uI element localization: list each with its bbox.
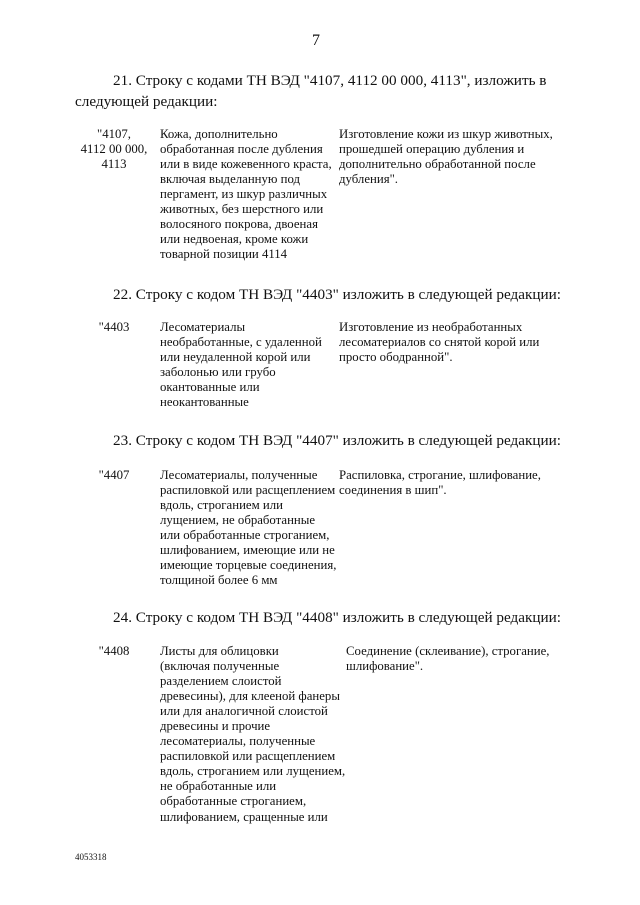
description-line: или недвоеная, кроме кожи: [160, 232, 309, 247]
description-line: распиловкой или расщеплением: [160, 749, 336, 764]
tnved-code-cell: [75, 320, 153, 335]
condition-line: лесоматериалов со снятой корой или: [339, 334, 540, 349]
description-line: распиловкой или расщеплением: [160, 482, 336, 497]
description-line: волосяного покрова, двоеная: [160, 217, 318, 232]
description-line: пергамент, из шкур различных: [160, 186, 328, 201]
description-line: имеющие торцевые соединения,: [160, 558, 337, 573]
description-line: необработанные, с удаленной: [160, 334, 322, 349]
description-line: шлифованием, сращенные или: [160, 809, 328, 824]
description-line: окантованные или: [160, 379, 260, 394]
condition-line: Изготовление кожи из шкур животных,: [339, 126, 553, 141]
code-line: "4403: [98, 319, 130, 334]
page-number: 7: [312, 32, 320, 49]
description-line: или в виде кожевенного краста,: [160, 156, 332, 171]
description-line: Лесоматериалы, полученные: [160, 467, 318, 482]
description-line: животных, без шерстного или: [160, 201, 324, 216]
description-line: вдоль, строганием или лущением,: [160, 764, 346, 779]
description-line: лущением, не обработанные: [160, 512, 316, 527]
code-line: "4408: [98, 643, 130, 658]
description-line: разделением слоистой: [160, 673, 282, 688]
description-line: толщиной более 6 мм: [160, 573, 278, 588]
tnved-code-cell: [75, 468, 153, 483]
condition-line: просто ободранной".: [339, 349, 453, 364]
condition-line: Распиловка, строгание, шлифование,: [339, 467, 541, 482]
code-line: "4407: [98, 467, 130, 482]
code-line: 4113: [101, 156, 127, 171]
description-line: неокантованные: [160, 394, 249, 409]
description-line: Листы для облицовки: [160, 643, 279, 658]
description-line: обработанные строганием,: [160, 794, 307, 809]
condition-line: дубления".: [339, 171, 399, 186]
description-line: или обработанные строганием,: [160, 527, 330, 542]
description-line: Кожа, дополнительно: [160, 126, 278, 141]
amendment-heading: [75, 284, 561, 305]
processing-condition-cell: [339, 468, 541, 498]
heading-line: 24. Строку с кодом ТН ВЭД "4408" изложить в следующей редакции:: [113, 608, 562, 626]
description-line: или для аналогичной слоистой: [160, 703, 328, 718]
description-line: шлифованием, имеющие или не: [160, 542, 335, 557]
tnved-code-cell: [75, 127, 153, 172]
heading-line: 22. Строку с кодом ТН ВЭД "4403" изложить в следующей редакции:: [113, 285, 562, 303]
condition-line: шлифование".: [346, 658, 424, 673]
description-line: древесины и прочие: [160, 718, 271, 733]
processing-condition-cell: [339, 320, 539, 365]
goods-description-cell: [160, 127, 332, 263]
description-line: вдоль, строганием или: [160, 497, 283, 512]
description-line: Лесоматериалы: [160, 319, 246, 334]
heading-line: следующей редакции:: [75, 93, 218, 110]
description-line: обработанная после дубления: [160, 141, 323, 156]
processing-condition-cell: [346, 644, 549, 674]
condition-line: соединения в шип".: [339, 482, 447, 497]
description-line: или неудаленной корой или: [160, 349, 311, 364]
description-line: товарной позиции 4114: [160, 247, 288, 262]
description-line: лесоматериалы, полученные: [160, 734, 316, 749]
heading-line: 23. Строку с кодом ТН ВЭД "4407" изложить в следующей редакции:: [113, 431, 562, 449]
amendment-heading: [75, 607, 561, 628]
condition-line: прошедшей операцию дубления и: [339, 141, 525, 156]
description-line: заболонью или грубо: [160, 364, 276, 379]
tnved-code-cell: [75, 644, 153, 659]
goods-description-cell: [160, 320, 322, 411]
document-footer-code: 4053318: [75, 852, 107, 862]
amendment-heading: [75, 70, 546, 112]
amendment-heading: [75, 430, 561, 451]
code-line: "4107,: [96, 126, 132, 141]
processing-condition-cell: [339, 127, 553, 187]
goods-description-cell: [160, 468, 336, 589]
code-line: 4112 00 000,: [80, 141, 148, 156]
description-line: не обработанные или: [160, 779, 277, 794]
description-line: древесины), для клееной фанеры: [160, 688, 340, 703]
description-line: (включая полученные: [160, 658, 280, 673]
goods-description-cell: [160, 644, 345, 825]
condition-line: Соединение (склеивание), строгание,: [346, 643, 550, 658]
condition-line: дополнительно обработанной после: [339, 156, 536, 171]
condition-line: Изготовление из необработанных: [339, 319, 523, 334]
heading-line: 21. Строку с кодами ТН ВЭД "4107, 4112 00 000, 4113", изложить в: [113, 72, 547, 89]
description-line: включая выделанную под: [160, 171, 301, 186]
